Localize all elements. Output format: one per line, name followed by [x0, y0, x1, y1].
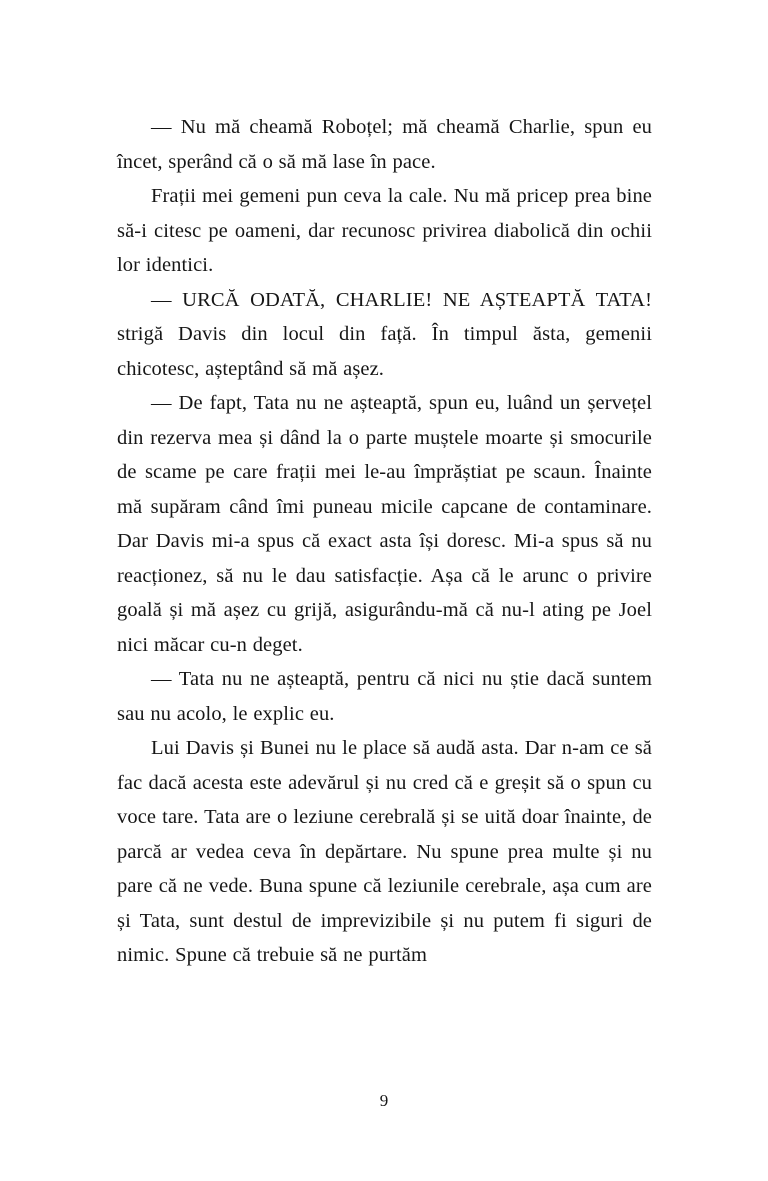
- paragraph: — Tata nu ne așteaptă, pentru că nici nu știe dacă suntem sau nu acolo, le explic eu.: [117, 668, 652, 725]
- paragraph: Lui Davis și Bunei nu le place să audă asta. Dar n-am ce să fac dacă acesta este adevărul și nu cred că e greșit să o spun cu voce tare. Tata are o leziune cerebrală și se uită doar înainte, de parcă ar vedea ceva în depărtare. Nu spune prea multe și nu pare că ne vede. Buna spune că leziunile cerebrale, așa cum are și Tata, sunt destul de imprevizibile și nu putem fi siguri de nimic. Spune că trebuie să ne purtăm: [117, 737, 652, 966]
- body-text: [117, 110, 652, 973]
- page-number: 9: [379, 1091, 389, 1110]
- paragraph: Frații mei gemeni pun ceva la cale. Nu mă pricep prea bine să-i citesc pe oameni, dar recunosc privirea diabolică din ochii lor identici.: [117, 185, 652, 276]
- paragraph: — De fapt, Tata nu ne așteaptă, spun eu, luând un șervețel din rezerva mea și dând la o parte muștele moarte și smocurile de scame pe care frații mei le-au împrăștiat pe scaun. Înainte mă supăram când îmi puneau micile capcane de contaminare. Dar Davis mi-a spus că exact asta își doresc. Mi-a spus să nu reacționez, să nu le dau satisfacție. Așa că le arunc o privire goală și mă așez cu grijă, asigurându-mă că nu-l ating pe Joel nici măcar cu-n deget.: [117, 392, 652, 656]
- paragraph: — URCĂ ODATĂ, CHARLIE! NE AȘTEAPTĂ TATA! strigă Davis din locul din față. În timpul ăsta, gemenii chicotesc, așteptând să mă așez.: [117, 288, 652, 380]
- paragraph: — Nu mă cheamă Roboțel; mă cheamă Charlie, spun eu încet, sperând că o să mă lase în pace.: [117, 116, 652, 173]
